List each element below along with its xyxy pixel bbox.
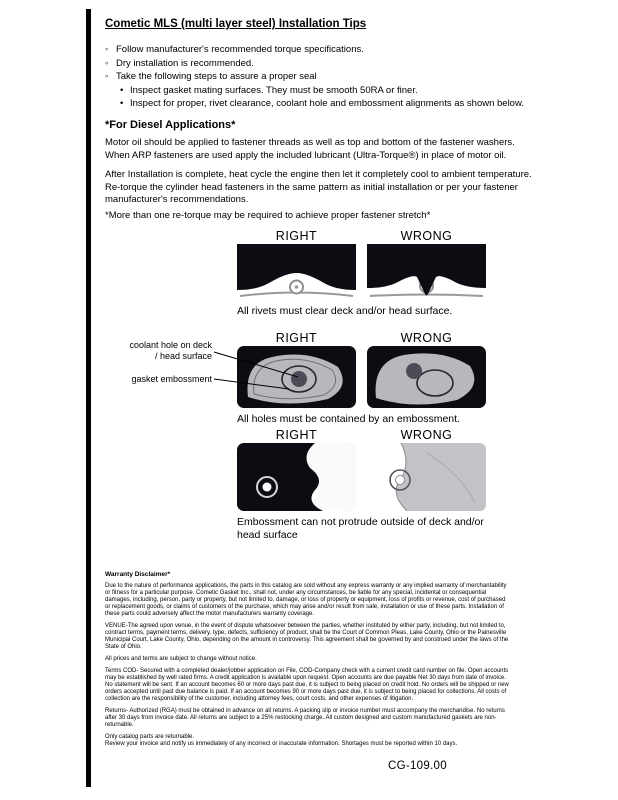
hollow-bullet-icon: ◦ bbox=[105, 44, 109, 55]
tip-text: Inspect gasket mating surfaces. They must be smooth 50RA or finer. bbox=[130, 84, 418, 96]
solid-bullet-icon: • bbox=[120, 98, 124, 109]
disclaimer-heading: Warranty Disclaimer* bbox=[105, 571, 171, 578]
disclaimer-paragraph: Review your invoice and notify us immediately of any incorrect or inaccurate information. Shortages must be reported within 10 days. bbox=[105, 741, 458, 747]
page-title: Cometic MLS (multi layer steel) Installation Tips bbox=[105, 18, 367, 30]
disclaimer-paragraph: Terms COD- Secured with a completed dealer/jobber application on File, COD-Company check with a current credit card number on file. Open accounts may be established by well rated firms. A credit application is available upon request. Open accounts are due payable Net 30 days from date of invoice. No statement will be sent. If an account becomes 60 or more days past due, it is subject to being placed on credit hold. No orders will be shipped or new orders accepted until past due balance is paid. If an account becomes 90 or more days past due, it is subject to being placed for collections. All costs of collection are the responsibility of the customer, including attorney fees, court costs, and other expenses of litigation. bbox=[105, 668, 509, 702]
diagram-embossment-right bbox=[237, 443, 356, 511]
embossment-protruding-image bbox=[367, 443, 486, 511]
disclaimer-paragraph: Only catalog parts are returnable. bbox=[105, 734, 195, 740]
label-wrong: WRONG bbox=[400, 229, 453, 243]
hollow-bullet-icon: ◦ bbox=[105, 71, 109, 82]
label-wrong: WRONG bbox=[400, 428, 453, 442]
installation-tips-list bbox=[105, 43, 539, 111]
retorque-note: *More than one re-torque may be required to achieve proper fastener stretch* bbox=[105, 210, 431, 221]
list-item bbox=[105, 57, 539, 71]
label-right: RIGHT bbox=[275, 229, 318, 243]
label-wrong: WRONG bbox=[400, 331, 453, 345]
embossment-inside-image bbox=[237, 443, 356, 511]
diesel-paragraph-1: Motor oil should be applied to fastener threads as well as top and bottom of the fastener washers. When ARP fasteners are used apply the included lubricant (Ultra-Torque®) in place of motor oil. bbox=[105, 137, 515, 161]
caption-holes: All holes must be contained by an embossment. bbox=[237, 413, 460, 425]
disclaimer-paragraph: All prices and terms are subject to change without notice. bbox=[105, 656, 257, 662]
diagram-embossment-wrong bbox=[367, 443, 486, 511]
list-item bbox=[105, 70, 539, 84]
diesel-applications-heading: *For Diesel Applications* bbox=[105, 119, 236, 131]
label-right: RIGHT bbox=[275, 331, 318, 345]
warranty-disclaimer bbox=[105, 571, 509, 748]
coolant-hole-label: coolant hole on deck / head surface bbox=[129, 340, 212, 361]
solid-bullet-icon: • bbox=[120, 84, 124, 96]
diesel-paragraph-2: After Installation is complete, heat cycle the engine then let it completely cool to ambient temperature. Re-torque the cylinder head fasteners in the same pattern as initial installation or per your fastener manufacturer's recommendations. bbox=[105, 169, 532, 205]
list-item bbox=[105, 43, 539, 57]
list-item bbox=[105, 84, 539, 98]
disclaimer-paragraph: Due to the nature of performance applications, the parts in this catalog are sold without any express warranty or any implied warranty of merchantability or fitness for a particular purpose. Cometic Gasket Inc., shall not, under any circumstances, be liable for any special, incidental or consequential damages, including, person, party or property, but not limited to, damage, or loss of property or equipment, loss of profits or revenue, cost of purchased or replacement goods, or claims of customers of the purchase, which may arise and/or result from sale, installation or use of these parts. Installation of these parts could adversely affect the motor manufacturers warranty coverage. bbox=[105, 583, 507, 617]
hollow-bullet-icon: ◦ bbox=[105, 57, 109, 69]
caption-embossment: Embossment can not protrude outside of deck and/or head surface bbox=[237, 516, 484, 541]
gasket-embossment-label: gasket embossment bbox=[131, 374, 212, 384]
diagram-section bbox=[0, 228, 618, 560]
label-right: RIGHT bbox=[275, 428, 318, 442]
disclaimer-paragraph: Returns- Authorized (RGA) must be obtained in advance on all returns. A packing slip or invoice number must accompany the merchandise. No returns after 30 days from invoice date. All returns are subject to a 25% restocking charge. All custom designed and custom manufactured gaskets are non-returnable. bbox=[105, 708, 505, 728]
tip-text: Take the following steps to assure a proper seal bbox=[116, 71, 317, 82]
list-item bbox=[105, 97, 539, 111]
disclaimer-paragraph: VENUE-The agreed upon venue, in the event of dispute whatsoever between the parties, whether instituted by either party, including, but not limited to, contract terms, payment terms, delivery, type, defects, sufficiency of product, shall be the Court of Common Pleas, Lake County, Ohio or the Painesville Municipal Court, Lake County, Ohio, depending on the amount in controversy. This agreement shall be governed by and construed under the laws of the State of Ohio. bbox=[105, 623, 509, 650]
caption-rivets: All rivets must clear deck and/or head surface. bbox=[237, 305, 453, 317]
tip-text: Dry installation is recommended. bbox=[116, 57, 254, 69]
tip-text: Inspect for proper, rivet clearance, coolant hole and embossment alignments as shown below. bbox=[130, 98, 524, 109]
page-number: CG-109.00 bbox=[388, 760, 447, 772]
tip-text: Follow manufacturer's recommended torque specifications. bbox=[116, 44, 364, 55]
